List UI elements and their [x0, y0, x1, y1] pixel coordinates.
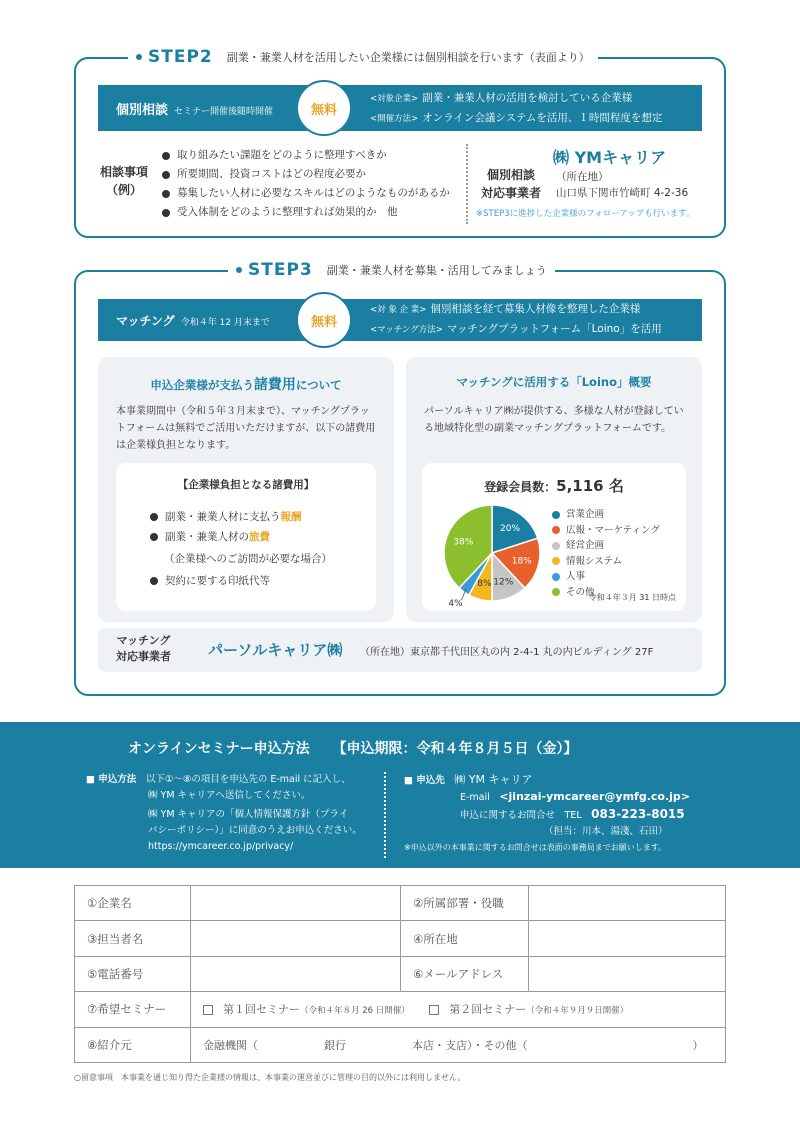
step2-provider-label: 個別相談 対応事業者 — [480, 168, 541, 200]
legend-item — [552, 569, 660, 585]
step3-title: STEP3 — [248, 260, 313, 280]
step2-band-label: 個別相談 — [116, 102, 169, 118]
form-footnote: ○留意事項 本事業を通じ知り得た企業様の情報は、本事業の運営並びに管理の目的以外には利用しません。 — [74, 1073, 466, 1082]
dept-input[interactable] — [529, 886, 726, 921]
form-label-phone: ⑤電話番号 — [75, 956, 191, 991]
application-divider — [384, 772, 386, 858]
legend-swatch-icon — [552, 557, 560, 565]
email-input[interactable] — [529, 956, 726, 991]
legend-label: 広報・マーケティング — [566, 524, 660, 536]
step3-method-text: マッチングプラットフォーム「Loino」を活用 — [446, 323, 662, 335]
legend-label: 情報システム — [566, 555, 623, 567]
application-destination: ■ 申込先 ㈱ YM キャリア E-mail <jinzai-ymcareer@ymfg.co.jp> 申込に関するお問合せ TEL 083-223-8015 （担当：川本、湯淺、石田） ※申込以外の本事業に関するお問合せは表面の事務局までお願いします。 — [404, 773, 690, 852]
pie-data-label: 8% — [477, 578, 492, 589]
legend-label: 営業企画 — [566, 509, 605, 520]
step2-target-tag: <対象企業> — [370, 94, 419, 104]
step2-provider-address-label: （所在地） — [556, 171, 609, 183]
application-method: ■ 申込方法 以下①～⑧の項目を申込先の E-mail に記入し、 ㈱ YM キャリアへ送信してください。 ㈱ YM キャリアの「個人情報保護方針（プライ バシーポリシー）」に同意のうえお申込ください。 https://ymcareer.co.jp/privacy/ — [86, 772, 362, 855]
fees-card-title: 申込企業様が支払う諸費用について — [150, 377, 342, 393]
members-box — [422, 463, 686, 611]
list-item: 募集したい人材に必要なスキルはどのようなものがあるか — [162, 184, 450, 203]
legend-item — [552, 554, 660, 570]
fees-box-title: 【企業様負担となる諸費用】 — [177, 479, 315, 491]
fees-card-text: 本事業期間中（令和５年３月末まで）、マッチングプラットフォームは無料でご活用いただけますが、以下の諸費用は企業様負担となります。 — [116, 406, 376, 451]
chart-date: 令和４年３月 31 日時点 — [588, 593, 676, 602]
phone-input[interactable] — [191, 956, 401, 991]
step2-title: STEP2 — [148, 47, 213, 67]
form-label-seminar: ⑦希望セミナー — [75, 992, 191, 1027]
matching-provider-label: マッチング 対応事業者 — [116, 634, 171, 663]
form-label-person: ③担当者名 — [75, 921, 191, 956]
legend-swatch-icon — [552, 511, 560, 519]
step2-header — [128, 46, 598, 68]
company-input[interactable] — [191, 886, 401, 921]
application-band — [0, 722, 800, 868]
pie-data-label: 18% — [511, 556, 532, 567]
step2-divider — [466, 144, 468, 224]
step2-items-list — [162, 146, 450, 222]
form-label-address: ④所在地 — [401, 921, 529, 956]
legend-item — [552, 538, 660, 554]
step2-dot-icon — [136, 54, 142, 60]
step2-provider-address: 山口県下関市竹崎町 4-2-36 — [556, 187, 689, 199]
referral-input[interactable]: 金融機関（ 銀行 本店・支店）・その他（ ） — [191, 1027, 726, 1062]
step2-items-label: 相談事項 （例） — [99, 165, 148, 197]
fees-list — [150, 507, 302, 547]
legend-swatch-icon — [552, 526, 560, 534]
pie-data-label: 12% — [493, 577, 514, 588]
legend-label: 人事 — [566, 571, 586, 582]
loino-card-title: マッチングに活用する「Loino」概要 — [456, 375, 652, 389]
seminar1-checkbox[interactable] — [203, 1005, 213, 1015]
legend-label: 経営企画 — [566, 540, 605, 551]
list-item: 取り組みたい課題をどのように整理すべきか — [162, 146, 450, 165]
pie-data-label: 4% — [448, 599, 463, 609]
step2-free-badge: 無料 — [296, 80, 352, 136]
form-label-email: ⑥メールアドレス — [401, 956, 529, 991]
list-item: 所要期間、投資コストはどの程度必要か — [162, 165, 450, 184]
step3-free-badge: 無料 — [296, 292, 352, 348]
seminar-options: 第１回セミナー（令和４年８月 26 日開催） 第２回セミナー（令和４年９月９日開催） — [191, 992, 726, 1027]
tel-number: 083-223-8015 — [591, 807, 685, 821]
step2-band-note: セミナー開催後随時開催 — [174, 106, 274, 117]
seminar2-checkbox[interactable] — [429, 1005, 439, 1015]
step3-dot-icon — [236, 267, 242, 273]
loino-card-text: パーソルキャリア㈱が提供する、多様な人材が登録している地域特化型の副業マッチングプラットフォームです。 — [424, 406, 684, 434]
step2-provider-name: ㈱ YMキャリア — [553, 148, 667, 167]
legend-label: その他 — [566, 586, 595, 598]
address-input[interactable] — [529, 921, 726, 956]
matching-provider-address: （所在地）東京都千代田区丸の内 2-4-1 丸の内ビルディング 27F — [360, 647, 654, 658]
form-label-company: ①企業名 — [75, 886, 191, 921]
application-title: オンラインセミナー申込方法 【申込期限：令和４年８月５日（金）】 — [128, 741, 578, 757]
application-form — [74, 885, 726, 1063]
step3-band-note: 令和４年 12 月末まで — [180, 317, 270, 328]
step3-band-info — [370, 300, 662, 340]
legend-item — [552, 507, 660, 523]
person-input[interactable] — [191, 921, 401, 956]
form-label-dept: ②所属部署・役職 — [401, 886, 529, 921]
step2-method-text: オンライン会議システムを活用、１時間程度を想定 — [422, 112, 663, 124]
fees-box — [116, 463, 376, 611]
list-item: 副業・兼業人材の 旅費 — [150, 527, 302, 547]
fee2-note: （企業様へのご訪問が必要な場合） — [164, 553, 332, 565]
step3-header — [228, 259, 555, 281]
member-pie-legend — [552, 507, 660, 600]
email-link[interactable]: <jinzai-ymcareer@ymfg.co.jp> — [499, 790, 690, 803]
member-pie-chart — [422, 497, 562, 609]
matching-provider-bar — [98, 628, 702, 672]
step2-band-info — [370, 89, 662, 129]
privacy-link[interactable]: https://ymcareer.co.jp/privacy/ — [148, 841, 294, 852]
legend-swatch-icon — [552, 588, 560, 596]
legend-swatch-icon — [552, 573, 560, 581]
members-heading: 登録会員数：5,116 名 — [484, 477, 624, 495]
step3-target-tag: <対 象 企 業> — [370, 305, 427, 315]
pie-data-label: 20% — [500, 524, 521, 535]
step3-subtitle: 副業・兼業人材を募集・活用してみましょう — [326, 264, 547, 277]
step3-band-label: マッチング — [116, 313, 175, 328]
form-label-referral: ⑧紹介元 — [75, 1027, 191, 1062]
loino-card — [406, 357, 702, 622]
step3-target-text: 個別相談を経て募集人材像を整理した企業様 — [430, 303, 641, 315]
list-item: 副業・兼業人材に支払う 報酬 — [150, 507, 302, 527]
fees-card — [98, 357, 394, 622]
list-item: 受入体制をどのように整理すれば効果的か 他 — [162, 203, 450, 222]
list-item: 契約に要する印紙代等 — [150, 571, 270, 591]
pie-data-label: 38% — [453, 537, 474, 548]
legend-swatch-icon — [552, 542, 560, 550]
step2-method-tag: <開催方法> — [370, 114, 419, 124]
step2-followup-note: ※STEP3に進捗した企業様のフォローアップも行います。 — [476, 209, 695, 219]
step3-method-tag: <マッチング方法> — [370, 325, 443, 335]
step2-target-text: 副業・兼業人材の活用を検討している企業様 — [422, 92, 633, 104]
legend-item — [552, 523, 660, 539]
step2-subtitle: 副業・兼業人材を活用したい企業様には個別相談を行います（表面より） — [226, 51, 590, 64]
matching-provider-name: パーソルキャリア㈱ — [208, 641, 343, 659]
fees-list-2 — [150, 571, 270, 591]
